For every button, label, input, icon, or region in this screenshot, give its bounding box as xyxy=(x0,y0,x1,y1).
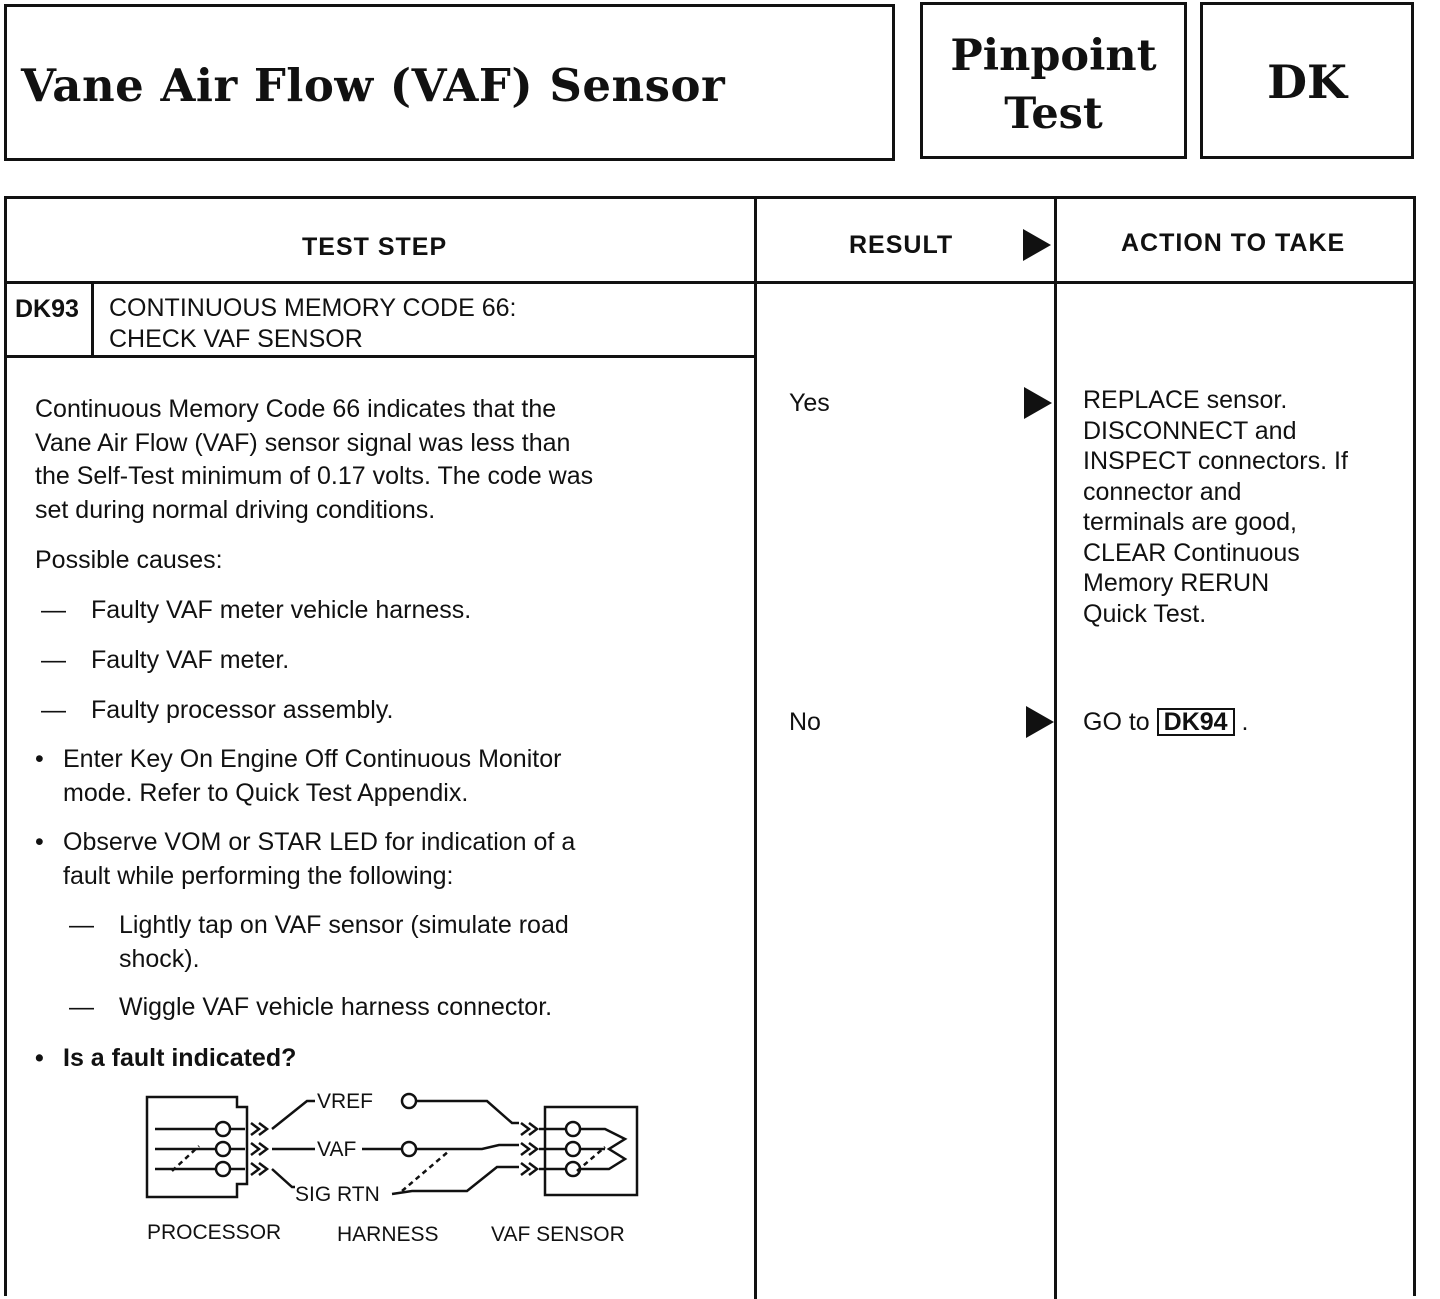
sub-item-line: shock). xyxy=(119,944,200,973)
col-header-result: RESULT xyxy=(849,231,954,259)
column-divider-action xyxy=(1054,199,1057,1299)
cause-dash: — xyxy=(41,696,66,724)
action-line: terminals are good, xyxy=(1083,508,1298,536)
intro-line: set during normal driving conditions. xyxy=(35,495,436,524)
action-line: REPLACE sensor. xyxy=(1083,386,1288,414)
sub-item-line: Lightly tap on VAF sensor (simulate road xyxy=(119,911,569,939)
test-code-box xyxy=(1200,2,1414,159)
col-header-action: ACTION TO TAKE xyxy=(1121,229,1346,257)
label-vaf: VAF xyxy=(317,1138,357,1161)
label-harness: HARNESS xyxy=(337,1223,439,1246)
step-id: DK93 xyxy=(15,295,79,323)
pinpoint-test-box xyxy=(920,2,1187,159)
sub-item-tap xyxy=(119,909,569,976)
pinpoint-table xyxy=(4,196,1416,1296)
action-no-suffix: . xyxy=(1241,708,1249,736)
label-processor: PROCESSOR xyxy=(147,1221,282,1244)
instruction-line: Enter Key On Engine Off Continuous Monitor xyxy=(63,745,562,773)
instruction-line: mode. Refer to Quick Test Appendix. xyxy=(63,778,469,807)
step-id-divider xyxy=(91,281,94,357)
label-sig-rtn: SIG RTN xyxy=(295,1183,380,1206)
cause-item: Faulty processor assembly. xyxy=(91,696,394,724)
arrow-icon xyxy=(1026,706,1054,738)
action-line: CLEAR Continuous xyxy=(1083,538,1300,567)
bullet-icon: • xyxy=(35,745,44,773)
causes-heading: Possible causes: xyxy=(35,546,223,574)
action-no-prefix: GO to xyxy=(1083,708,1150,736)
wiring-diagram xyxy=(127,1079,657,1254)
column-divider-result xyxy=(754,199,757,1299)
sub-item-wiggle: Wiggle VAF vehicle harness connector. xyxy=(119,993,553,1021)
action-no xyxy=(1083,706,1248,740)
cause-item: Faulty VAF meter. xyxy=(91,646,290,674)
cause-dash: — xyxy=(41,596,66,624)
action-line: Memory RERUN xyxy=(1083,569,1270,597)
bullet-icon: • xyxy=(35,1044,44,1072)
pinpoint-line-1: Pinpoint xyxy=(950,31,1157,81)
result-no: No xyxy=(789,708,821,736)
result-yes: Yes xyxy=(789,389,830,417)
step-title-line-1: CONTINUOUS MEMORY CODE 66: xyxy=(109,294,517,322)
title-box xyxy=(4,4,895,161)
step-title-line-2: CHECK VAF SENSOR xyxy=(109,325,363,353)
intro-line: Continuous Memory Code 66 indicates that the xyxy=(35,395,557,423)
step-ref-dk94[interactable]: DK94 xyxy=(1157,708,1235,736)
header-rule xyxy=(7,281,1413,284)
instruction-observe xyxy=(63,826,575,893)
pinpoint-line-2: Test xyxy=(1004,89,1103,139)
instruction-line: fault while performing the following: xyxy=(63,861,454,890)
intro-line: the Self-Test minimum of 0.17 volts. The code was xyxy=(35,462,594,490)
action-line: Quick Test. xyxy=(1083,599,1207,628)
intro-paragraph xyxy=(35,393,593,527)
label-vaf-sensor: VAF SENSOR xyxy=(491,1223,625,1246)
action-yes xyxy=(1083,385,1348,629)
step-title xyxy=(109,293,516,355)
question: Is a fault indicated? xyxy=(63,1044,297,1072)
sub-dash: — xyxy=(69,993,94,1021)
sub-dash: — xyxy=(69,911,94,939)
processor-block xyxy=(147,1097,247,1197)
arrow-icon xyxy=(1024,387,1052,419)
cause-dash: — xyxy=(41,646,66,674)
col-header-test-step: TEST STEP xyxy=(302,233,448,261)
pinpoint-test-label xyxy=(923,27,1184,143)
action-line: DISCONNECT and xyxy=(1083,416,1297,445)
test-code: DK xyxy=(1267,55,1347,109)
arrow-icon xyxy=(1023,229,1051,261)
step-title-rule xyxy=(7,355,755,358)
instruction-enter-koeo xyxy=(63,743,561,810)
action-line: INSPECT connectors. If xyxy=(1083,447,1348,475)
cause-item: Faulty VAF meter vehicle harness. xyxy=(91,596,472,624)
vaf-sensor-block xyxy=(545,1107,637,1195)
intro-line: Vane Air Flow (VAF) sensor signal was less than xyxy=(35,428,571,457)
label-vref: VREF xyxy=(317,1090,374,1113)
page-title: Vane Air Flow (VAF) Sensor xyxy=(21,59,726,112)
action-line: connector and xyxy=(1083,477,1242,506)
instruction-line: Observe VOM or STAR LED for indication of a xyxy=(63,828,576,856)
bullet-icon: • xyxy=(35,828,44,856)
